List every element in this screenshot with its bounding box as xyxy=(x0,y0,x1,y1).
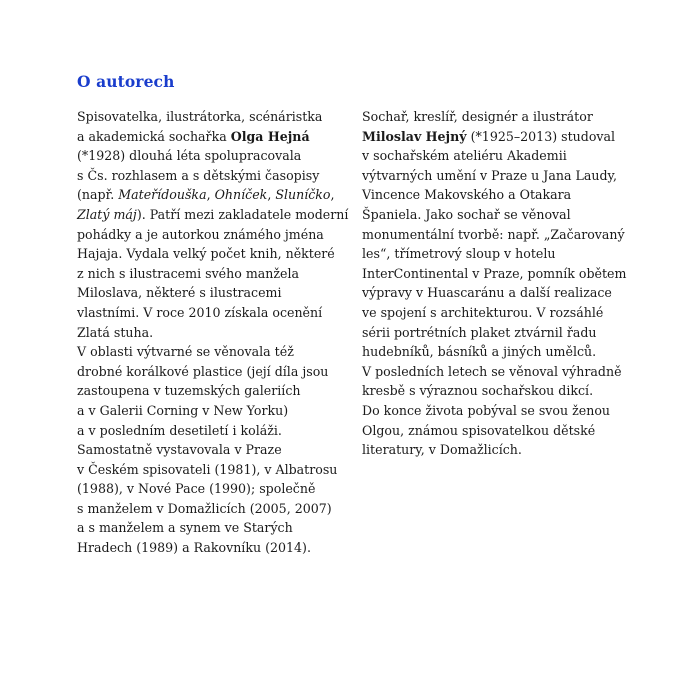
magazine-title: Sluníčko xyxy=(275,187,331,203)
text-line xyxy=(77,166,357,186)
text-segment: (*1928) dlouhá léta spolupracovala xyxy=(77,148,302,164)
text-line xyxy=(77,342,357,362)
text-segment: v sochařském ateliéru Akademii xyxy=(362,148,567,164)
text-line xyxy=(362,323,652,343)
author-olga-column xyxy=(77,107,357,558)
text-line xyxy=(362,283,652,303)
text-segment: výpravy v Huascaránu a další realizace xyxy=(362,285,612,301)
text-line xyxy=(77,381,357,401)
text-segment: drobné korálkové plastice (její díla jsou xyxy=(77,363,329,379)
text-line xyxy=(362,362,652,382)
text-segment: sérii portrétních plaket ztvárnil řadu xyxy=(362,324,597,340)
magazine-title: Mateřídouška xyxy=(118,187,207,203)
text-segment: les“, třímetrový sloup v hotelu xyxy=(362,246,556,262)
text-segment: (1988), v Nové Pace (1990); společně xyxy=(77,481,316,497)
text-segment: , xyxy=(206,187,215,203)
text-line xyxy=(77,225,357,245)
text-segment: z nich s ilustracemi svého manžela xyxy=(77,265,300,281)
text-line xyxy=(362,381,652,401)
text-segment: (např. xyxy=(77,187,119,203)
text-segment: Spisovatelka, ilustrátorka, scénáristka xyxy=(77,109,323,124)
text-line xyxy=(362,264,652,284)
text-line xyxy=(362,401,652,421)
text-line xyxy=(77,127,357,147)
text-segment: vlastními. V roce 2010 získala ocenění xyxy=(77,304,323,320)
text-line xyxy=(77,518,357,538)
text-line xyxy=(77,303,357,323)
text-line xyxy=(362,421,652,441)
text-line xyxy=(362,342,652,362)
text-line xyxy=(77,421,357,441)
text-segment: výtvarných umění v Praze u Jana Laudy, xyxy=(362,167,617,183)
text-segment: , xyxy=(267,187,276,203)
text-line xyxy=(77,479,357,499)
text-segment: kresbě s výraznou sochařskou dikcí. xyxy=(362,383,594,399)
text-line xyxy=(77,264,357,284)
text-segment: V posledních letech se věnoval výhradně xyxy=(362,363,622,379)
text-line xyxy=(77,146,357,166)
text-line xyxy=(77,283,357,303)
text-segment: Hajaja. Vydala velký počet knih, některé xyxy=(77,246,335,262)
text-line xyxy=(77,538,357,558)
text-line xyxy=(77,244,357,264)
text-line xyxy=(362,440,652,460)
magazine-title: Ohníček xyxy=(214,187,268,203)
text-line xyxy=(77,185,357,205)
section-heading: O autorech xyxy=(77,72,175,91)
text-line xyxy=(77,323,357,343)
text-line xyxy=(362,107,652,127)
text-line xyxy=(77,460,357,480)
text-segment: Zlatá stuha. xyxy=(77,324,154,340)
author-miloslav-column xyxy=(362,107,652,460)
text-segment: Vincence Makovského a Otakara xyxy=(362,187,572,203)
text-segment: InterContinental v Praze, pomník obětem xyxy=(362,265,627,281)
text-line xyxy=(77,107,357,127)
text-segment: Sochař, kreslíř, designér a ilustrátor xyxy=(362,109,593,124)
text-segment: Španiela. Jako sochař se věnoval xyxy=(362,206,571,222)
text-segment: Do konce života pobýval se svou ženou xyxy=(362,402,611,418)
text-line xyxy=(77,362,357,382)
text-line xyxy=(362,225,652,245)
text-line xyxy=(362,185,652,205)
text-segment: literatury, v Domažlicích. xyxy=(362,442,522,458)
text-segment: a s manželem a synem ve Starých xyxy=(77,520,293,536)
text-line xyxy=(362,166,652,186)
text-segment: pohádky a je autorkou známého jména xyxy=(77,226,324,242)
text-segment: v Českém spisovateli (1981), v Albatrosu xyxy=(77,461,338,477)
author-name: Olga Hejná xyxy=(230,128,310,144)
text-segment: s manželem v Domažlicích (2005, 2007) xyxy=(77,500,332,516)
text-line xyxy=(362,303,652,323)
text-segment: ve spojení s architekturou. V rozsáhlé xyxy=(362,304,604,320)
text-segment: a v posledním desetiletí i koláži. xyxy=(77,422,282,438)
text-segment: Olgou, známou spisovatelkou dětské xyxy=(362,422,596,438)
text-line xyxy=(362,146,652,166)
magazine-title: Zlatý máj xyxy=(77,206,137,222)
text-segment: , xyxy=(330,187,335,203)
text-segment: Hradech (1989) a Rakovníku (2014). xyxy=(77,540,311,556)
text-line xyxy=(77,499,357,519)
text-line xyxy=(77,401,357,421)
text-segment: zastoupena v tuzemských galeriích xyxy=(77,383,301,399)
text-line xyxy=(362,244,652,264)
text-line xyxy=(362,205,652,225)
text-line xyxy=(362,127,652,147)
text-segment: hudebníků, básníků a jiných umělců. xyxy=(362,344,597,360)
text-segment: a v Galerii Corning v New Yorku) xyxy=(77,402,289,418)
text-segment: (*1925–2013) studoval xyxy=(466,128,616,144)
text-segment: s Čs. rozhlasem a s dětskými časopisy xyxy=(77,167,320,183)
text-segment: Samostatně vystavovala v Praze xyxy=(77,442,282,458)
text-segment: Miloslava, některé s ilustracemi xyxy=(77,285,282,301)
text-line xyxy=(77,440,357,460)
text-segment: ). Patří mezi zakladatele moderní xyxy=(136,206,349,222)
text-segment: a akademická sochařka xyxy=(77,128,231,144)
text-segment: V oblasti výtvarné se věnovala též xyxy=(77,344,294,360)
text-segment: monumentální tvorbě: např. „Začarovaný xyxy=(362,226,625,242)
author-name: Miloslav Hejný xyxy=(362,128,467,144)
text-line xyxy=(77,205,357,225)
